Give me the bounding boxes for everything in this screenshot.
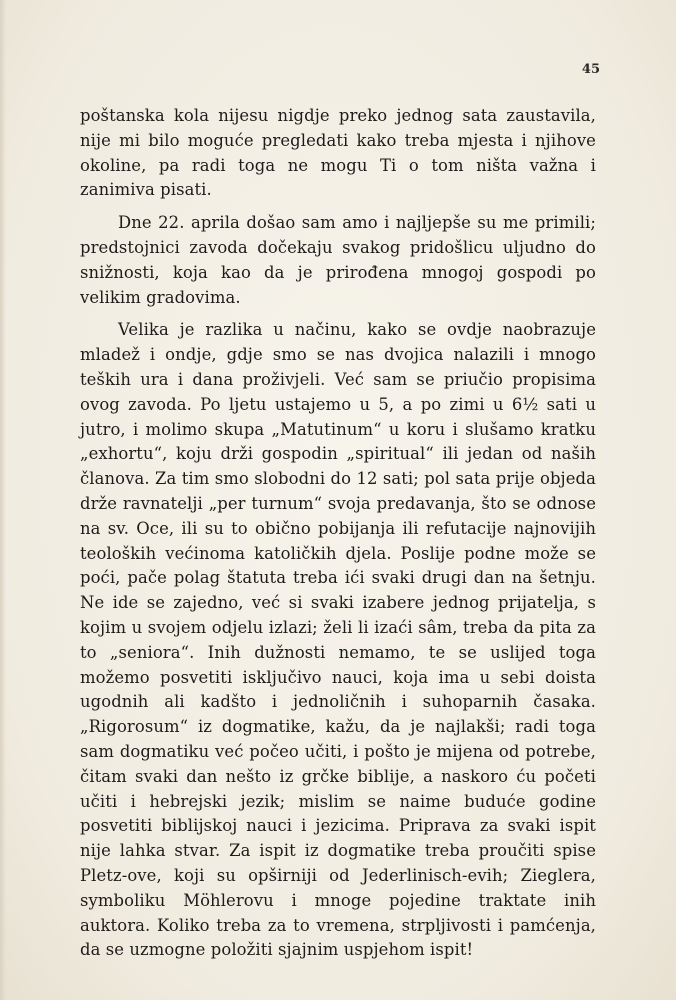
page-number: 45: [581, 62, 600, 77]
page-edge-shadow: [0, 0, 6, 1000]
body-text: [80, 104, 596, 963]
paragraph-daily-routine: Velika je razlika u načinu, kako se ovdje naobrazuje mladež i ondje, gdje smo se nas dvojica nalazili i mnogo teških ura i dana proživjeli. Već sam se priučio propisima ovog zavoda. Po ljetu ustajemo u 5, a po zimi u 6½ sati u jutro, i molimo skupa „Matutinum“ u koru i slušamo kratku „exhortu“, koju drži gospodin „spiritual“ ili jedan od naših članova. Za tim smo slobodni do 12 sati; pol sata prije objeda drže ravnatelji „per turnum“ svoja predavanja, što se odnose na sv. Oce, ili su to obično pobijanja ili refutacije najnovijih teoloških većinoma katoličkih djela. Poslije podne može se poći, pače polag štatuta treba ići svaki drugi dan na šetnju. Ne ide se zajedno, već si svaki izabere jednog prijatelja, s kojim u svojem odjelu izlazi; želi li izaći sâm, treba da pita za to „seniora“. Inih dužnosti nemamo, te se uslijed toga možemo posvetiti isključivo nauci, koja ima u sebi doista ugodnih ali kadšto i jednoličnih i suhoparnih časaka. „Rigorosum“ iz dogmatike, kažu, da je najlakši; radi toga sam dogmatiku već počeo učiti, i pošto je mijena od potrebe, čitam svaki dan nešto iz grčke biblije, a naskoro ću početi učiti i hebrejski jezik; mislim se naime buduće godine posvetiti biblijskoj nauci i jezicima. Priprava za svaki ispit nije lahka stvar. Za ispit iz dogmatike treba proučiti spise Pletz-ove, koji su opširniji od Jederlinisch-evih; Zieglera, symboliku Möhlerovu i mnoge pojedine traktate inih auktora. Koliko treba za to vremena, strpljivosti i pamćenja, da se uzmogne položiti sjajnim uspjehom ispit!: [80, 320, 596, 960]
paragraph-arrival: Dne 22. aprila došao sam amo i najljepše su me primili; predstojnici zavoda dočekaju svakog pridošlicu uljudno do snižnosti, koja kao da je prirođena mnogoj gospodi po velikim gradovima.: [80, 213, 596, 307]
paragraph-continued: poštanska kola nijesu nigdje preko jednog sata zaustavila, nije mi bilo moguće pregledati kako treba mjesta i njihove okoline, pa radi toga ne mogu Ti o tom ništa važna i zanimiva pisati.: [80, 106, 596, 200]
